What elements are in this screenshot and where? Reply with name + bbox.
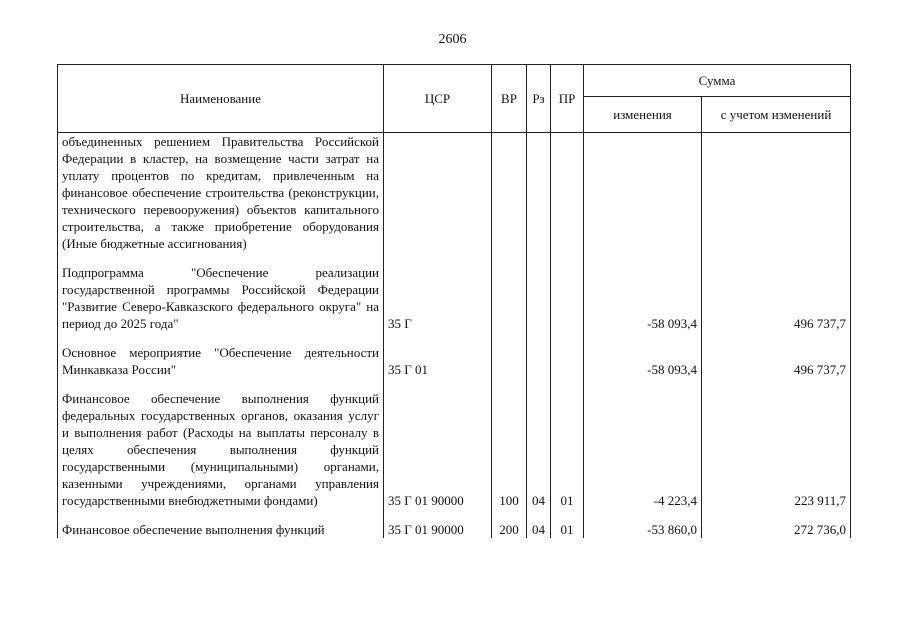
row-change: -53 860,0 [584,509,702,538]
row-change: -58 093,4 [584,332,702,378]
table-row [58,133,851,253]
row-name: объединенных решением Правительства Российской Федерации в кластер, на возмещение части затрат на уплату процентов по кредитам, привлеченным на финансовое обеспечение строительства (реконструкции, технического перевооружения) объектов капитального строительства, а также приобретение оборудования (Иные бюджетные ассигнования) [58,133,384,253]
header-name: Наименование [58,65,384,133]
row-change: -4 223,4 [584,378,702,509]
row-name: Финансовое обеспечение выполнения функций [58,509,384,538]
budget-table [57,64,851,538]
row-rz [527,252,551,332]
row-vr [492,252,527,332]
header-change: изменения [584,97,702,133]
row-rz: 04 [527,378,551,509]
header-with-change: с учетом изменений [702,97,851,133]
header-rz: Рз [527,65,551,133]
row-rz: 04 [527,509,551,538]
row-vr [492,133,527,253]
page-number: 2606 [438,32,467,47]
row-csr [384,133,492,253]
row-total [702,133,851,253]
row-csr: 35 Г [384,252,492,332]
row-change: -58 093,4 [584,252,702,332]
row-name: Основное мероприятие "Обеспечение деятельности Минкавказа России" [58,332,384,378]
header-csr: ЦСР [384,65,492,133]
row-vr: 200 [492,509,527,538]
row-csr: 35 Г 01 90000 [384,509,492,538]
row-change [584,133,702,253]
row-total: 496 737,7 [702,252,851,332]
row-name: Финансовое обеспечение выполнения функций федеральных государственных органов, оказания услуг и выполнения работ (Расходы на выплаты персоналу в целях обеспечения выполнения функций государственными (муниципальными) органами, казенными учреждениями, органами управления государственными внебюджетными фондами) [58,378,384,509]
header-vr: ВР [492,65,527,133]
row-pr: 01 [551,378,584,509]
row-rz [527,332,551,378]
row-pr [551,332,584,378]
table-row [58,332,851,378]
header-pr: ПР [551,65,584,133]
row-total: 223 911,7 [702,378,851,509]
row-pr: 01 [551,509,584,538]
table-row [58,509,851,538]
row-vr [492,332,527,378]
row-csr: 35 Г 01 90000 [384,378,492,509]
row-total: 272 736,0 [702,509,851,538]
table-row [58,378,851,509]
row-vr: 100 [492,378,527,509]
header-sum: Сумма [584,65,851,97]
row-pr [551,133,584,253]
row-total: 496 737,7 [702,332,851,378]
row-pr [551,252,584,332]
table-row [58,252,851,332]
row-rz [527,133,551,253]
row-csr: 35 Г 01 [384,332,492,378]
row-name: Подпрограмма "Обеспечение реализации государственной программы Российской Федерации "Развитие Северо-Кавказского федерального округа" на период до 2025 года" [58,252,384,332]
